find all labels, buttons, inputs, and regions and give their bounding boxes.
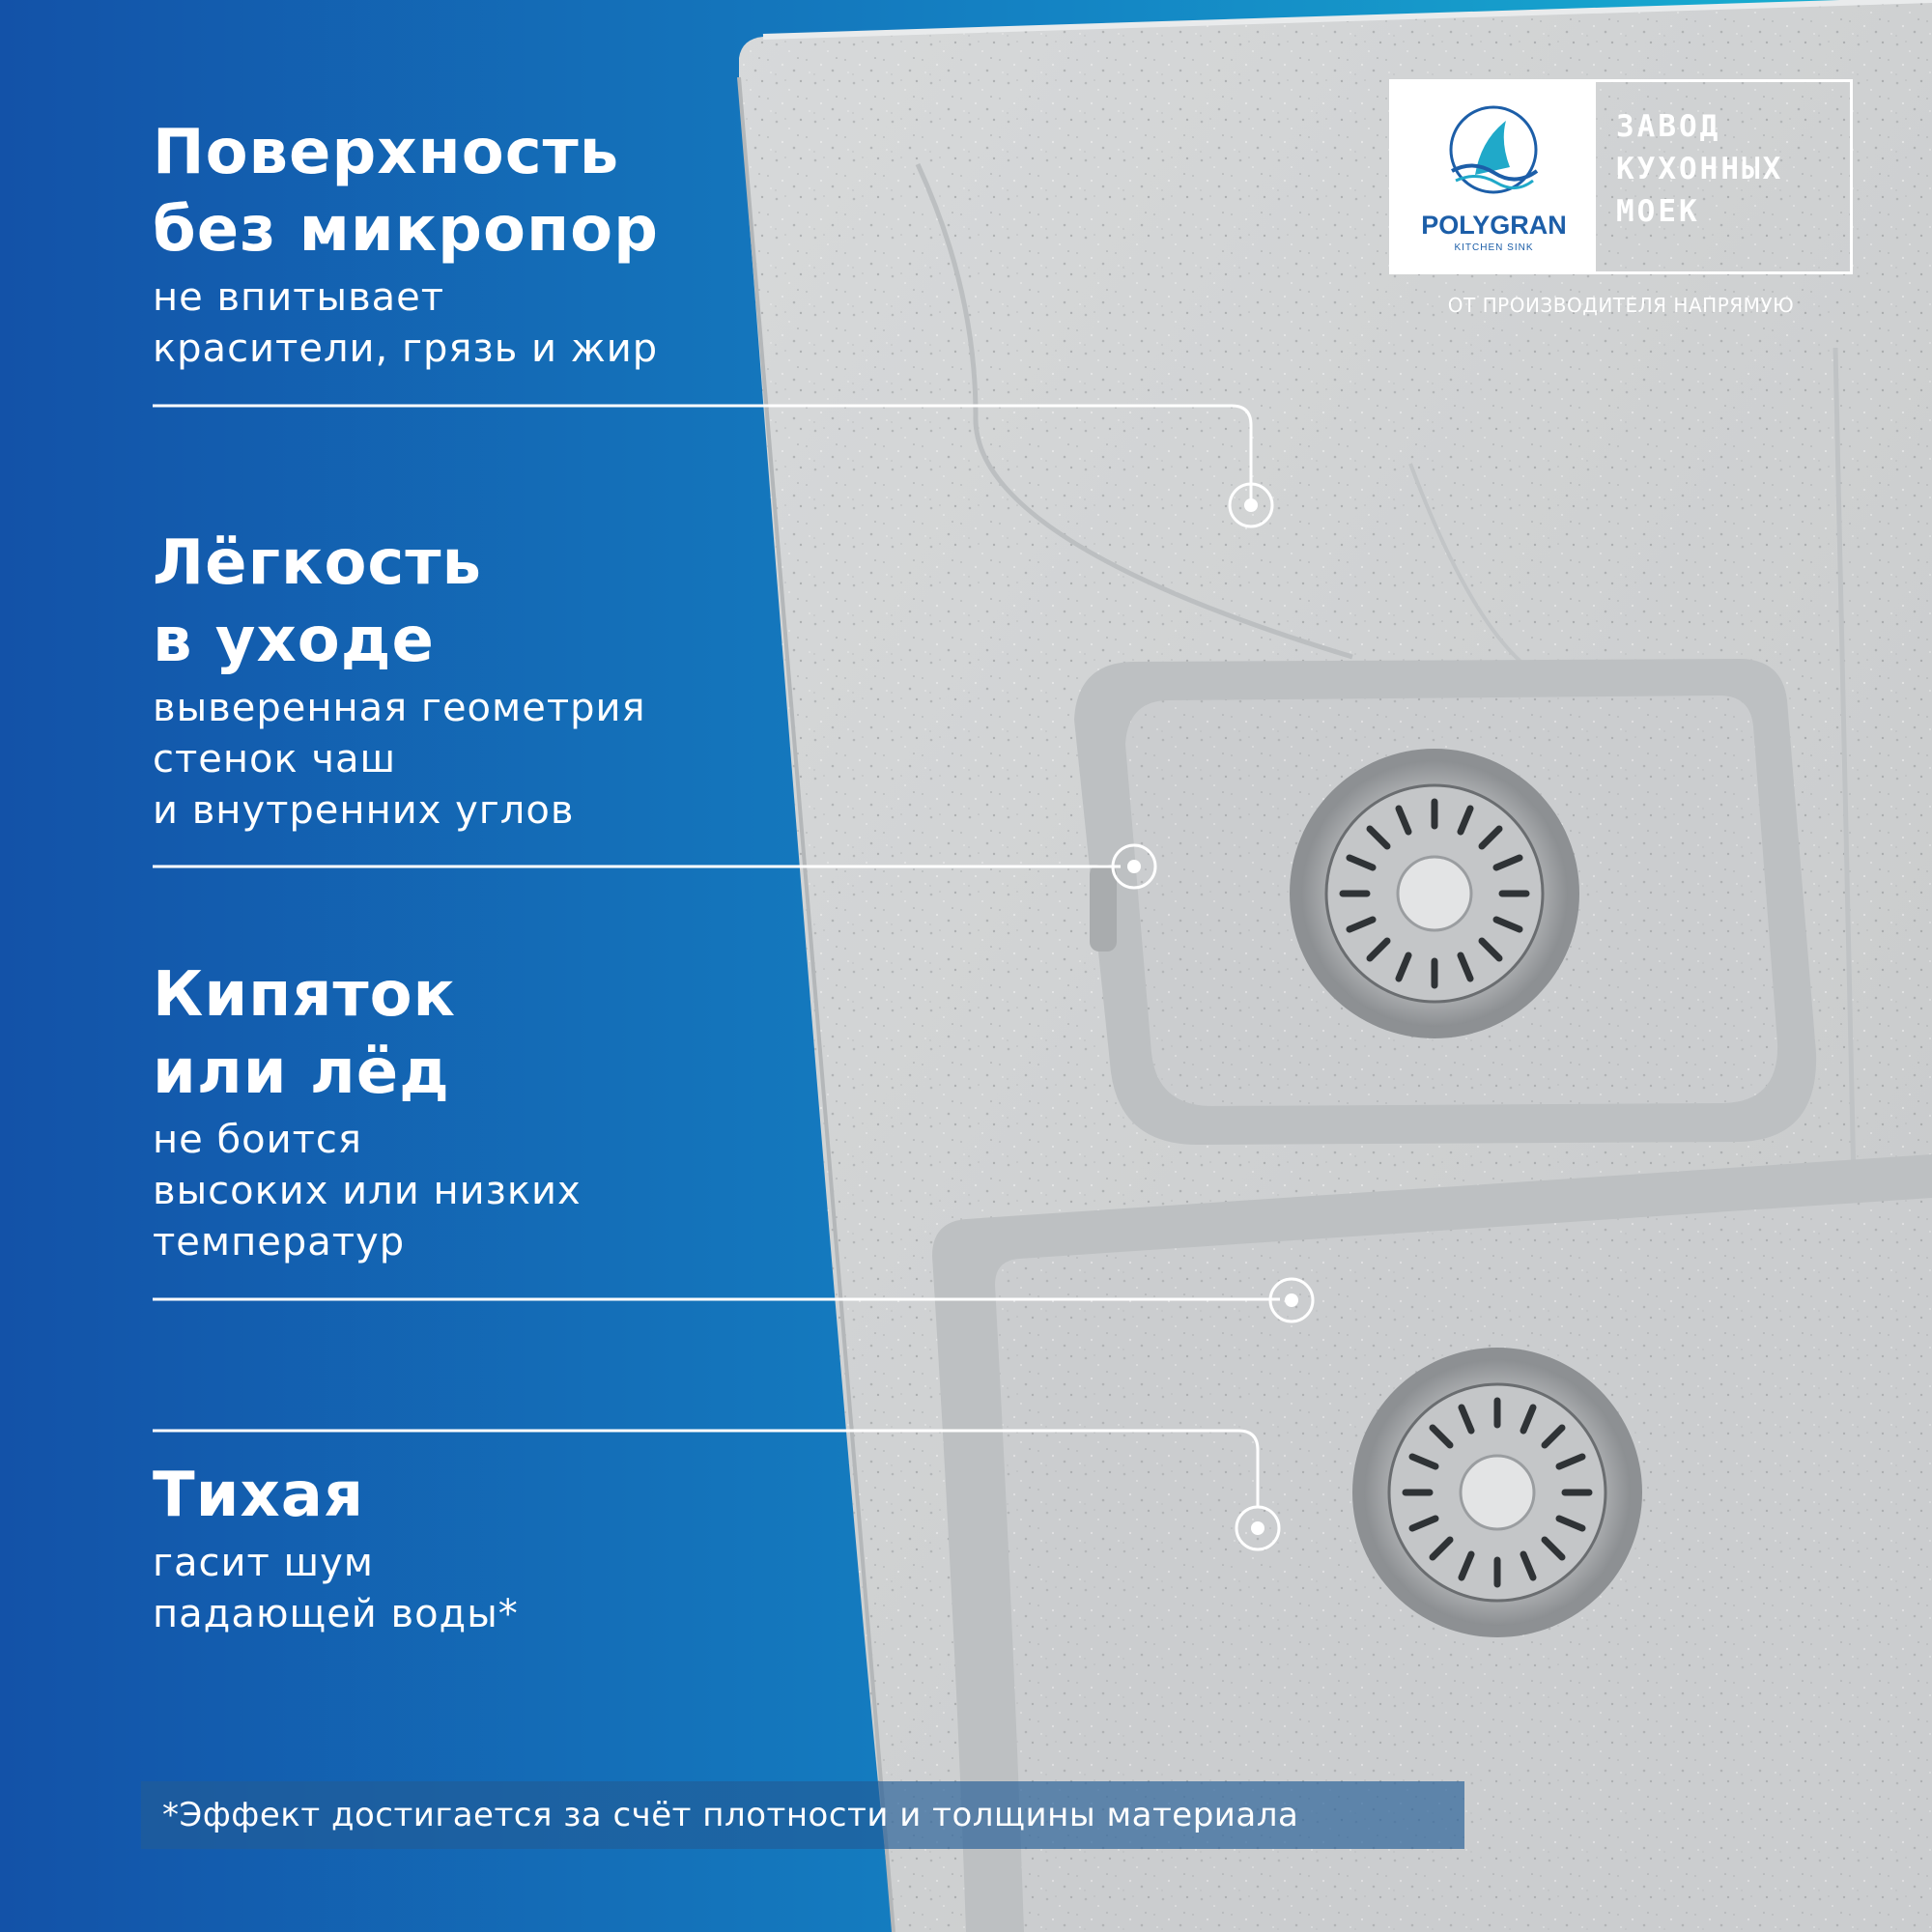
feature-easy-care-title	[153, 525, 646, 679]
brand-logo-box	[1389, 79, 1853, 274]
feature-temperature	[153, 956, 582, 1268]
feature-temperature-title	[153, 956, 582, 1111]
factory-line: КУХОННЫХ	[1616, 152, 1784, 186]
title-line: Тихая	[153, 1460, 365, 1531]
footnote: *Эффект достигается за счёт плотности и толщины материала	[141, 1781, 1464, 1849]
desc-line: выверенная геометрия	[153, 686, 646, 730]
desc-line: температур	[153, 1220, 406, 1264]
feature-surface-description	[153, 272, 659, 375]
brand-name: POLYGRAN	[1421, 211, 1567, 240]
title-line: Лёгкость	[153, 527, 482, 599]
desc-line: не впитывает	[153, 275, 445, 320]
title-line: Поверхность	[153, 117, 620, 188]
title-line: в уходе	[153, 605, 435, 676]
desc-line: стенок чаш	[153, 737, 397, 781]
feature-surface-title	[153, 114, 659, 269]
feature-easy-care	[153, 525, 646, 837]
feature-quiet-description	[153, 1538, 519, 1640]
desc-line: падающей воды*	[153, 1592, 519, 1636]
feature-surface	[153, 114, 659, 375]
feature-quiet	[153, 1457, 519, 1640]
desc-line: красители, грязь и жир	[153, 327, 659, 371]
desc-line: и внутренних углов	[153, 788, 575, 833]
brand-tagline: ОТ ПРОИЗВОДИТЕЛЯ НАПРЯМУЮ	[1447, 294, 1795, 317]
desc-line: гасит шум	[153, 1541, 374, 1585]
desc-line: не боится	[153, 1118, 362, 1162]
title-line: без микропор	[153, 194, 659, 266]
factory-line: ЗАВОД	[1616, 109, 1721, 144]
feature-temperature-description	[153, 1115, 582, 1268]
feature-easy-care-description	[153, 683, 646, 837]
desc-line: высоких или низких	[153, 1169, 582, 1213]
factory-line: МОЕК	[1616, 194, 1700, 229]
brand-logo	[1392, 82, 1596, 271]
title-line: или лёд	[153, 1037, 450, 1108]
factory-label	[1616, 105, 1783, 233]
feature-quiet-title	[153, 1457, 519, 1534]
brand-subtitle: KITCHEN SINK	[1454, 242, 1534, 253]
title-line: Кипяток	[153, 959, 456, 1031]
